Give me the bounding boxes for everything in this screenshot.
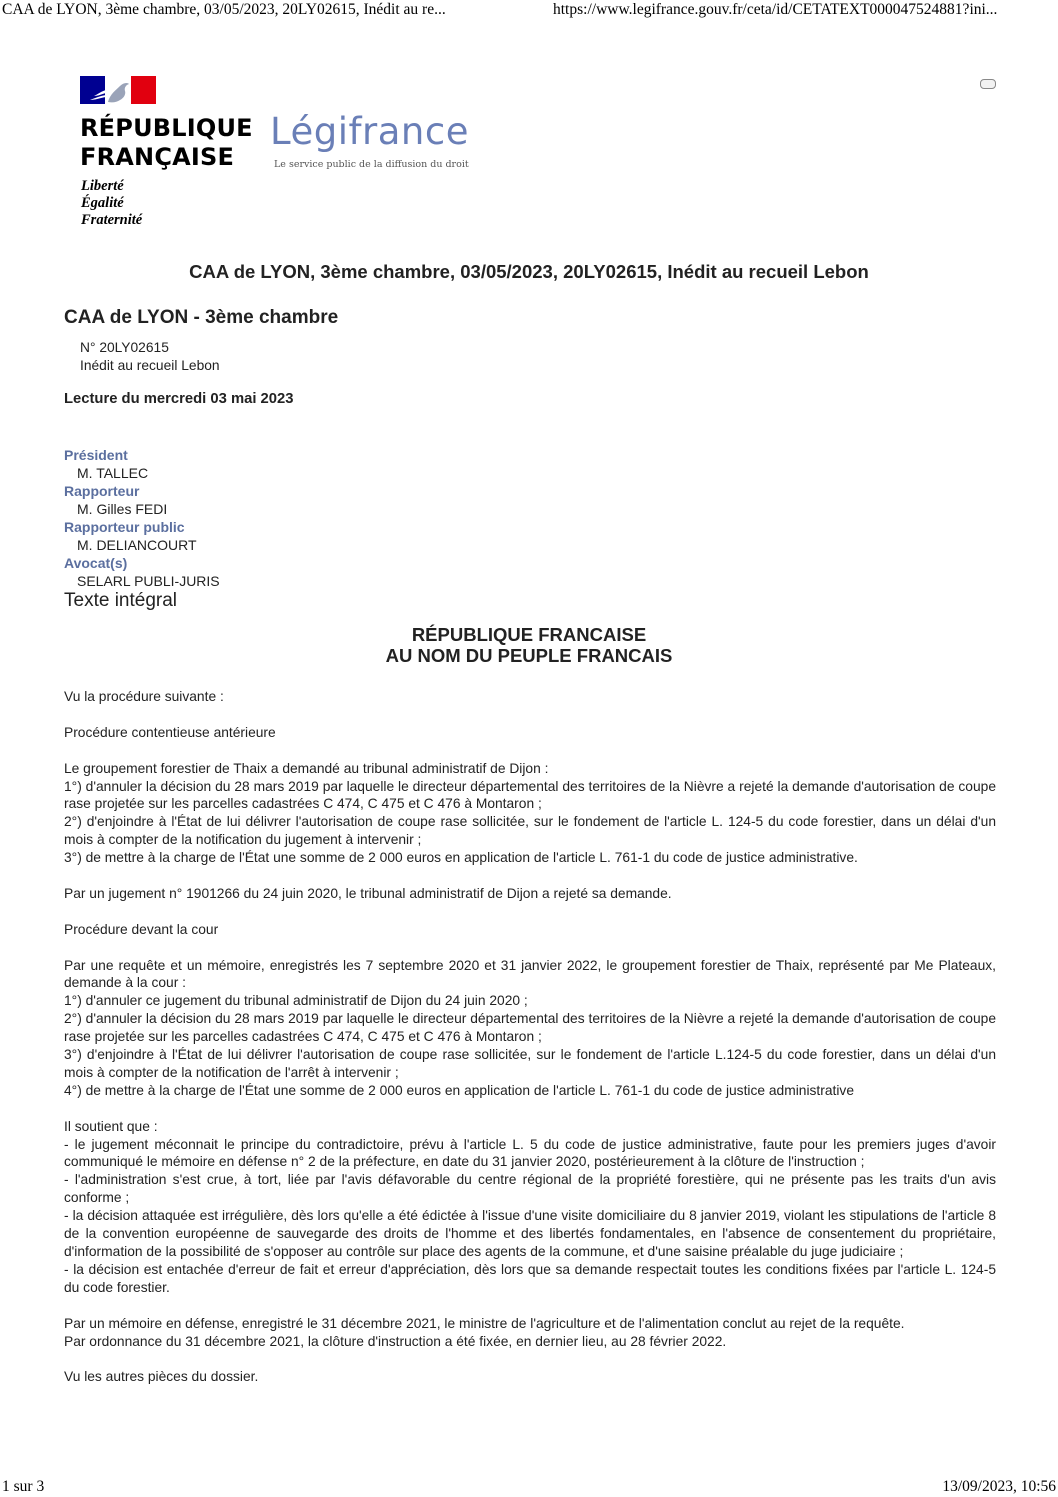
au-nom-du-peuple-line: AU NOM DU PEUPLE FRANCAIS (385, 645, 673, 666)
legifrance-name: Légifrance (270, 110, 469, 153)
paragraph: Vu la procédure suivante : (64, 689, 224, 704)
text-line: 3°) d'enjoindre à l'État de lui délivrer l'autorisation de coupe rase sollicitée, sur le fondement de l'article L.124-5 du code forestier, dans un délai d'un mois à compter de la notification de l'arrêt à intervenir ; (64, 1047, 996, 1080)
paragraph (64, 1315, 996, 1351)
paragraph: Par un jugement n° 1901266 du 24 juin 2020, le tribunal administratif de Dijon a rejeté sa demande. (64, 885, 672, 901)
paragraph: Vu les autres pièces du dossier. (64, 1369, 259, 1385)
paragraph: Procédure devant la cour (64, 921, 219, 937)
texte-integral-heading: Texte intégral (64, 590, 178, 611)
republique-francaise-line: RÉPUBLIQUE FRANCAISE (411, 624, 647, 645)
legifrance-logo[interactable] (80, 76, 480, 236)
page-title: CAA de LYON, 3ème chambre, 03/05/2023, 20LY02615, Inédit au recueil Lebon (189, 261, 869, 282)
republique-header (0, 624, 1058, 666)
motto (81, 178, 142, 229)
text-line: - le jugement méconnait le principe du contradictoire, prévu à l'article L. 5 du code de justice administrative, faute pour les premiers juges d'avoir communiqué le mémoire en défense n° 2 de la préfecture, en date du 31 janvier 2020, postérieurement à la clôture de l'instruction ; (64, 1136, 996, 1170)
lecture-date: Lecture du mercredi 03 mai 2023 (64, 391, 294, 407)
print-datetime: 13/09/2023, 10:56 (942, 1478, 1056, 1495)
paragraph (64, 1118, 996, 1297)
toggle-button[interactable] (980, 79, 996, 89)
decision-body (64, 688, 996, 1404)
text-line: 1°) d'annuler la décision du 28 mars 2019 par laquelle le directeur départemental des territoires de la Nièvre a rejeté la demande d'autorisation de coupe rase projetée sur les parcelles cadastrées C 474, C 475 et C 476 à Montaron ; (64, 778, 996, 812)
text-line: - la décision est entachée d'erreur de fait et erreur d'appréciation, dès lors que sa demande respectait toutes les conditions fixées par l'article L. 124-5 du code forestier. (64, 1261, 996, 1295)
text-line: 3°) de mettre à la charge de l'État une somme de 2 000 euros en application de l'article L. 761-1 du code de justice administrative. (64, 850, 858, 866)
role-label: Avocat(s) (64, 555, 128, 571)
text-line: - la décision attaquée est irrégulière, dès lors qu'elle a été édictée à l'issue d'une visite domiciliaire du 8 janvier 2019, violant les stipulations de l'article 8 de la convention européenne de sauvegarde des droits de l'homme et des libertés fondamentales, en l'absence de consentement du propriétaire, d'information de la possibilité de s'opposer au contrôle sur place des agents de la commune, et d'une saisine préalable du juge judiciaire ; (64, 1208, 996, 1259)
text-line: 2°) d'enjoindre à l'État de lui délivrer l'autorisation de coupe rase sollicitée, sur le fondement de l'article L. 124-5 du code forestier, dans un délai d'un mois à compter de la notification du jugement à intervenir ; (64, 814, 996, 848)
text-line: Le groupement forestier de Thaix a demandé au tribunal administratif de Dijon : (64, 760, 549, 776)
paragraph (64, 957, 996, 1100)
section-title: CAA de LYON - 3ème chambre (64, 307, 339, 328)
print-header-url[interactable]: https://www.legifrance.gouv.fr/ceta/id/CETATEXT000047524881?ini... (553, 1, 998, 18)
people-list (64, 446, 220, 590)
print-header (0, 0, 1058, 22)
print-header-title: CAA de LYON, 3ème chambre, 03/05/2023, 20LY02615, Inédit au re... (2, 1, 446, 18)
role-label: Président (64, 447, 128, 463)
text-line: - l'administration s'est crue, à tort, liée par l'avis défavorable du centre régional de la propriété forestière, qui ne présente pas les traits d'un avis conforme ; (64, 1172, 996, 1206)
marianne-flag-icon (80, 76, 156, 104)
publication-status: Inédit au recueil Lebon (80, 358, 220, 373)
legifrance-tagline: Le service public de la diffusion du droit (274, 159, 469, 170)
text-line: 4°) de mettre à la charge de l'État une somme de 2 000 euros en application de l'article L. 761-1 du code de justice administrative (64, 1082, 854, 1098)
person-name: M. Gilles FEDI (77, 501, 168, 517)
print-footer (0, 1478, 1058, 1497)
motto-fraternite: Fraternité (81, 212, 143, 228)
text-line: 2°) d'annuler la décision du 28 mars 2019 par laquelle le directeur départemental des territoires de la Nièvre a rejeté la demande d'autorisation de coupe rase projetée sur les parcelles cadastrées C 474, C 475 et C 476 à Montaron ; (64, 1011, 996, 1045)
republique-francaise-wordmark (80, 114, 253, 172)
paragraph (64, 760, 996, 867)
role-label: Rapporteur (64, 483, 140, 499)
person-name: M. DELIANCOURT (77, 537, 197, 553)
text-line: Par ordonnance du 31 décembre 2021, la clôture d'instruction a été fixée, en dernier lieu, au 28 février 2022. (64, 1333, 727, 1349)
text-line: Par un mémoire en défense, enregistré le 31 décembre 2021, le ministre de l'agriculture et de l'alimentation conclut au rejet de la requête. (64, 1315, 905, 1331)
francaise-line: FRANÇAISE (80, 143, 235, 171)
person-name: M. TALLEC (77, 465, 149, 481)
paragraph: Procédure contentieuse antérieure (64, 724, 276, 740)
text-line: 1°) d'annuler ce jugement du tribunal administratif de Dijon du 24 juin 2020 ; (64, 993, 528, 1009)
republique-line: RÉPUBLIQUE (80, 114, 253, 142)
motto-liberte: Liberté (81, 178, 124, 194)
page-counter: 1 sur 3 (2, 1478, 45, 1495)
case-number: N° 20LY02615 (80, 340, 169, 355)
motto-egalite: Égalité (81, 195, 124, 211)
person-name: SELARL PUBLI-JURIS (77, 573, 220, 589)
text-line: Par une requête et un mémoire, enregistrés les 7 septembre 2020 et 31 janvier 2022, le groupement forestier de Thaix, représenté par Me Plateaux, demande à la cour : (64, 957, 996, 991)
role-label: Rapporteur public (64, 519, 185, 535)
text-line: Il soutient que : (64, 1118, 158, 1134)
